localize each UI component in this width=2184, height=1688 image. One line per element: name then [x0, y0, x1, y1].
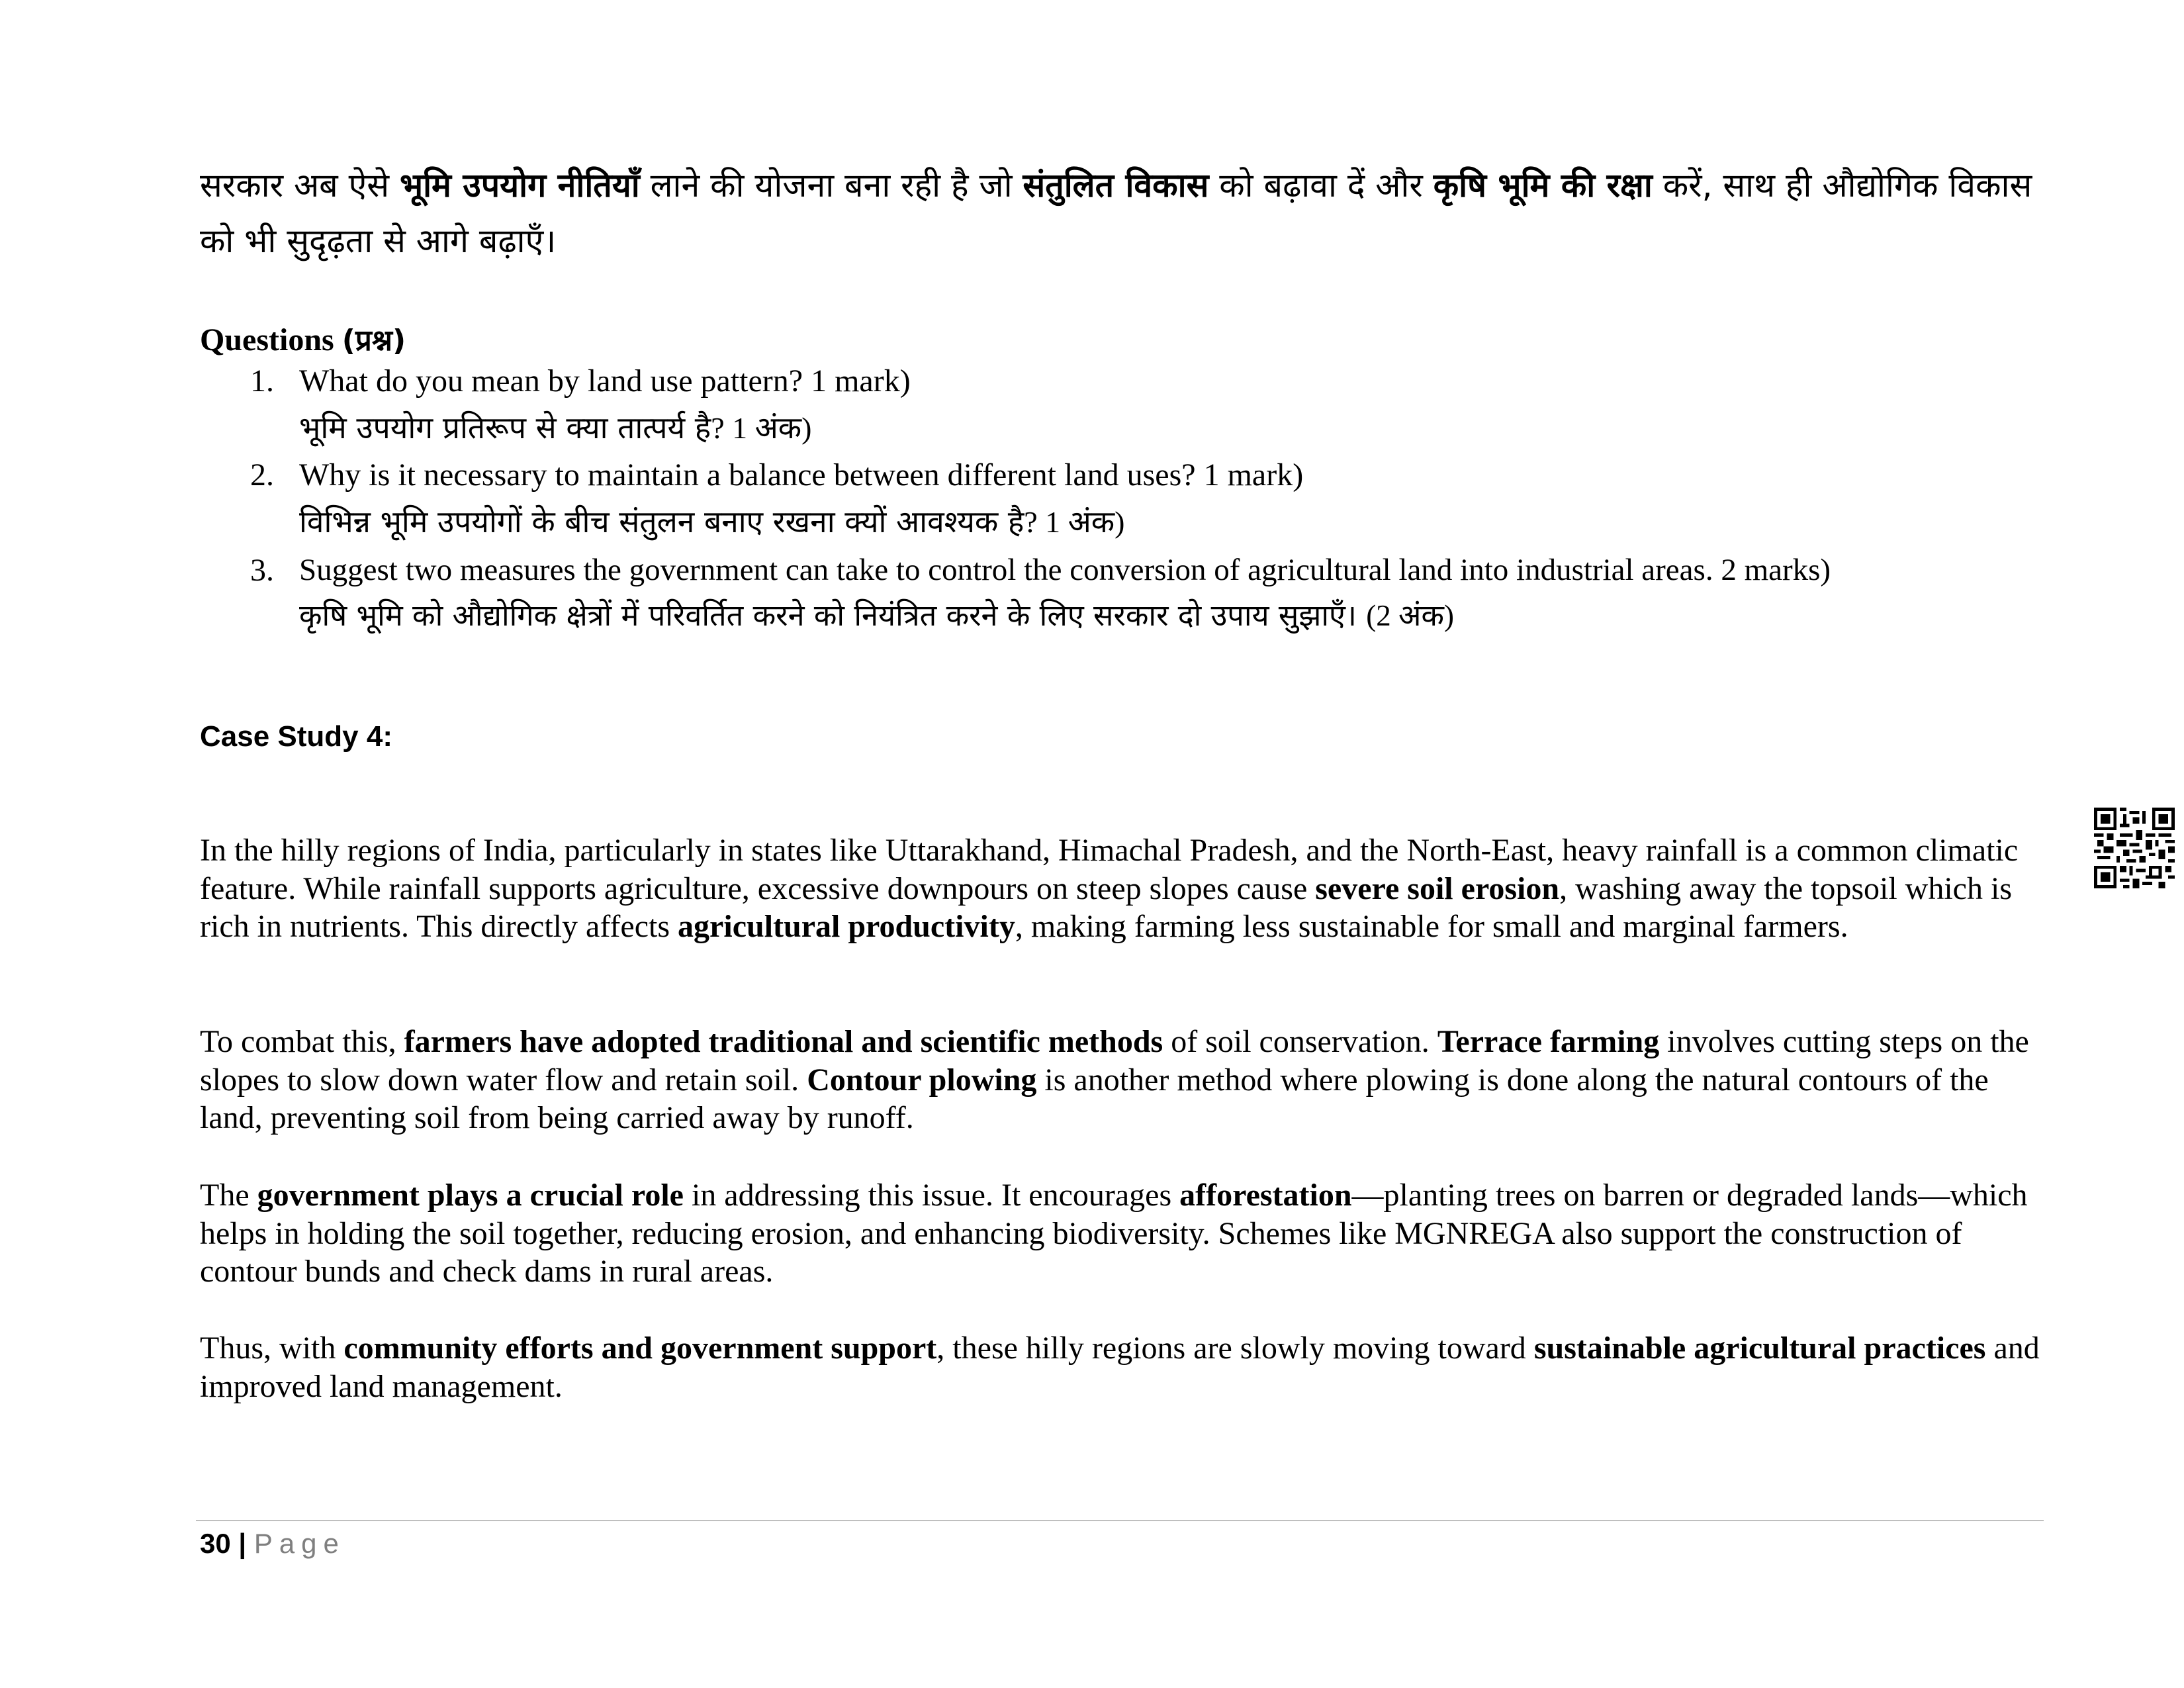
intro-text-2: लाने की योजना बना रही है जो	[639, 166, 1023, 205]
p3-bold-1: government plays a crucial role	[257, 1178, 684, 1213]
question-2-hindi-text: विभिन्न भूमि उपयोगों के बीच संतुलन बनाए रखना क्यों आवश्यक है	[299, 504, 1024, 539]
question-1-hindi-text: भूमि उपयोग प्रतिरूप से क्या तात्पर्य है	[299, 410, 711, 445]
footer-separator: |	[230, 1528, 254, 1559]
question-2-hindi-mark: ? 1 अंक)	[1024, 505, 1125, 539]
p2-text-4: is another method where plowing is done along the natural contours of the land, preventing soil from being carried away by runoff.	[200, 1062, 1989, 1135]
page-number: 30	[200, 1528, 231, 1559]
questions-heading-en: Questions	[200, 322, 342, 357]
p4-text-2: , these hilly regions are slowly moving toward	[936, 1331, 1534, 1366]
p1-bold-1: severe soil erosion	[1315, 870, 1560, 906]
intro-paragraph	[200, 158, 2040, 269]
question-2-number: 2.	[250, 457, 274, 492]
p2-bold-3: Contour plowing	[807, 1062, 1037, 1098]
question-3-hindi	[299, 594, 1454, 635]
question-3-hindi-mark: (2 अंक)	[1366, 599, 1454, 632]
question-2-english: Why is it necessary to maintain a balance between different land uses? 1 mark)	[299, 457, 1304, 492]
p3-bold-2: afforestation	[1179, 1178, 1352, 1213]
p1-text-2: , washing away the topsoil which is rich in nutrients. This directly affects	[200, 870, 2012, 944]
question-1-hindi-mark: ? 1 अंक)	[711, 411, 812, 445]
question-1-hindi	[299, 406, 811, 447]
question-3-hindi-text: कृषि भूमि को औद्योगिक क्षेत्रों में परिवर्तित करने को नियंत्रित करने के लिए सरकार दो उपाय सुझाएँ।	[299, 598, 1367, 633]
intro-bold-balanced-development: संतुलित विकास	[1023, 166, 1209, 205]
case-study-paragraph-3	[200, 1176, 2046, 1291]
question-1-number: 1.	[250, 363, 274, 399]
intro-text-1: सरकार अब ऐसे	[200, 166, 400, 205]
question-1-english: What do you mean by land use pattern? 1 mark)	[299, 363, 911, 399]
p4-text-3: and improved land management.	[200, 1331, 2040, 1404]
case-study-paragraph-2	[200, 1023, 2046, 1137]
case-study-title: Case Study 4:	[200, 720, 392, 753]
case-study-paragraph-1	[200, 831, 2046, 946]
p4-bold-1: community efforts and government support	[343, 1331, 937, 1366]
p2-bold-1: farmers have adopted traditional and scientific methods	[404, 1024, 1163, 1059]
question-2-hindi	[299, 500, 1124, 541]
p4-bold-2: sustainable agricultural practices	[1533, 1331, 1986, 1366]
intro-text-3: को बढ़ावा दें और	[1208, 166, 1433, 205]
intro-text-4: करें, साथ ही औद्योगिक विकास को भी सुदृढ़ता से आगे बढ़ाएँ।	[200, 166, 2032, 260]
p2-text-3: involves cutting steps on the slopes to slow down water flow and retain soil.	[200, 1024, 2029, 1098]
page-footer	[200, 1528, 345, 1560]
qr-code-icon[interactable]	[2094, 808, 2175, 888]
p2-text-2: of soil conservation.	[1163, 1024, 1437, 1059]
footer-divider	[196, 1520, 2044, 1521]
p2-bold-2: Terrace farming	[1437, 1024, 1660, 1059]
p2-text-1: To combat this,	[200, 1024, 404, 1059]
question-3-english: Suggest two measures the government can take to control the conversion of agricultural land into industrial areas. 2 marks)	[299, 553, 1831, 587]
p3-text-2: in addressing this issue. It encourages	[683, 1178, 1180, 1213]
page-word: Page	[253, 1528, 345, 1559]
p3-text-3: —planting trees on barren or degraded lands—which helps in holding the soil together, reducing erosion, and enhancing biodiversity. Schemes like MGNREGA also support the construction of contour bunds and check dams in rural areas.	[200, 1178, 2028, 1289]
intro-bold-protect-agri-land: कृषि भूमि की रक्षा	[1433, 166, 1653, 205]
p3-text-1: The	[200, 1178, 257, 1213]
intro-bold-land-use-policies: भूमि उपयोग नीतियाँ	[399, 166, 640, 205]
p1-bold-2: agricultural productivity	[678, 909, 1015, 944]
case-study-paragraph-4	[200, 1329, 2046, 1405]
questions-heading-hi: (प्रश्न)	[341, 324, 406, 357]
questions-heading	[200, 319, 2040, 359]
p4-text-1: Thus, with	[200, 1331, 344, 1366]
p1-text-1: In the hilly regions of India, particularly in states like Uttarakhand, Himachal Pradesh, and the North-East, heavy rainfall is a common climatic feature. While rainfall supports agriculture, excessive downpours on steep slopes cause	[200, 833, 2019, 906]
p1-text-3: , making farming less sustainable for small and marginal farmers.	[1015, 909, 1848, 944]
question-3-number: 3.	[250, 553, 274, 588]
